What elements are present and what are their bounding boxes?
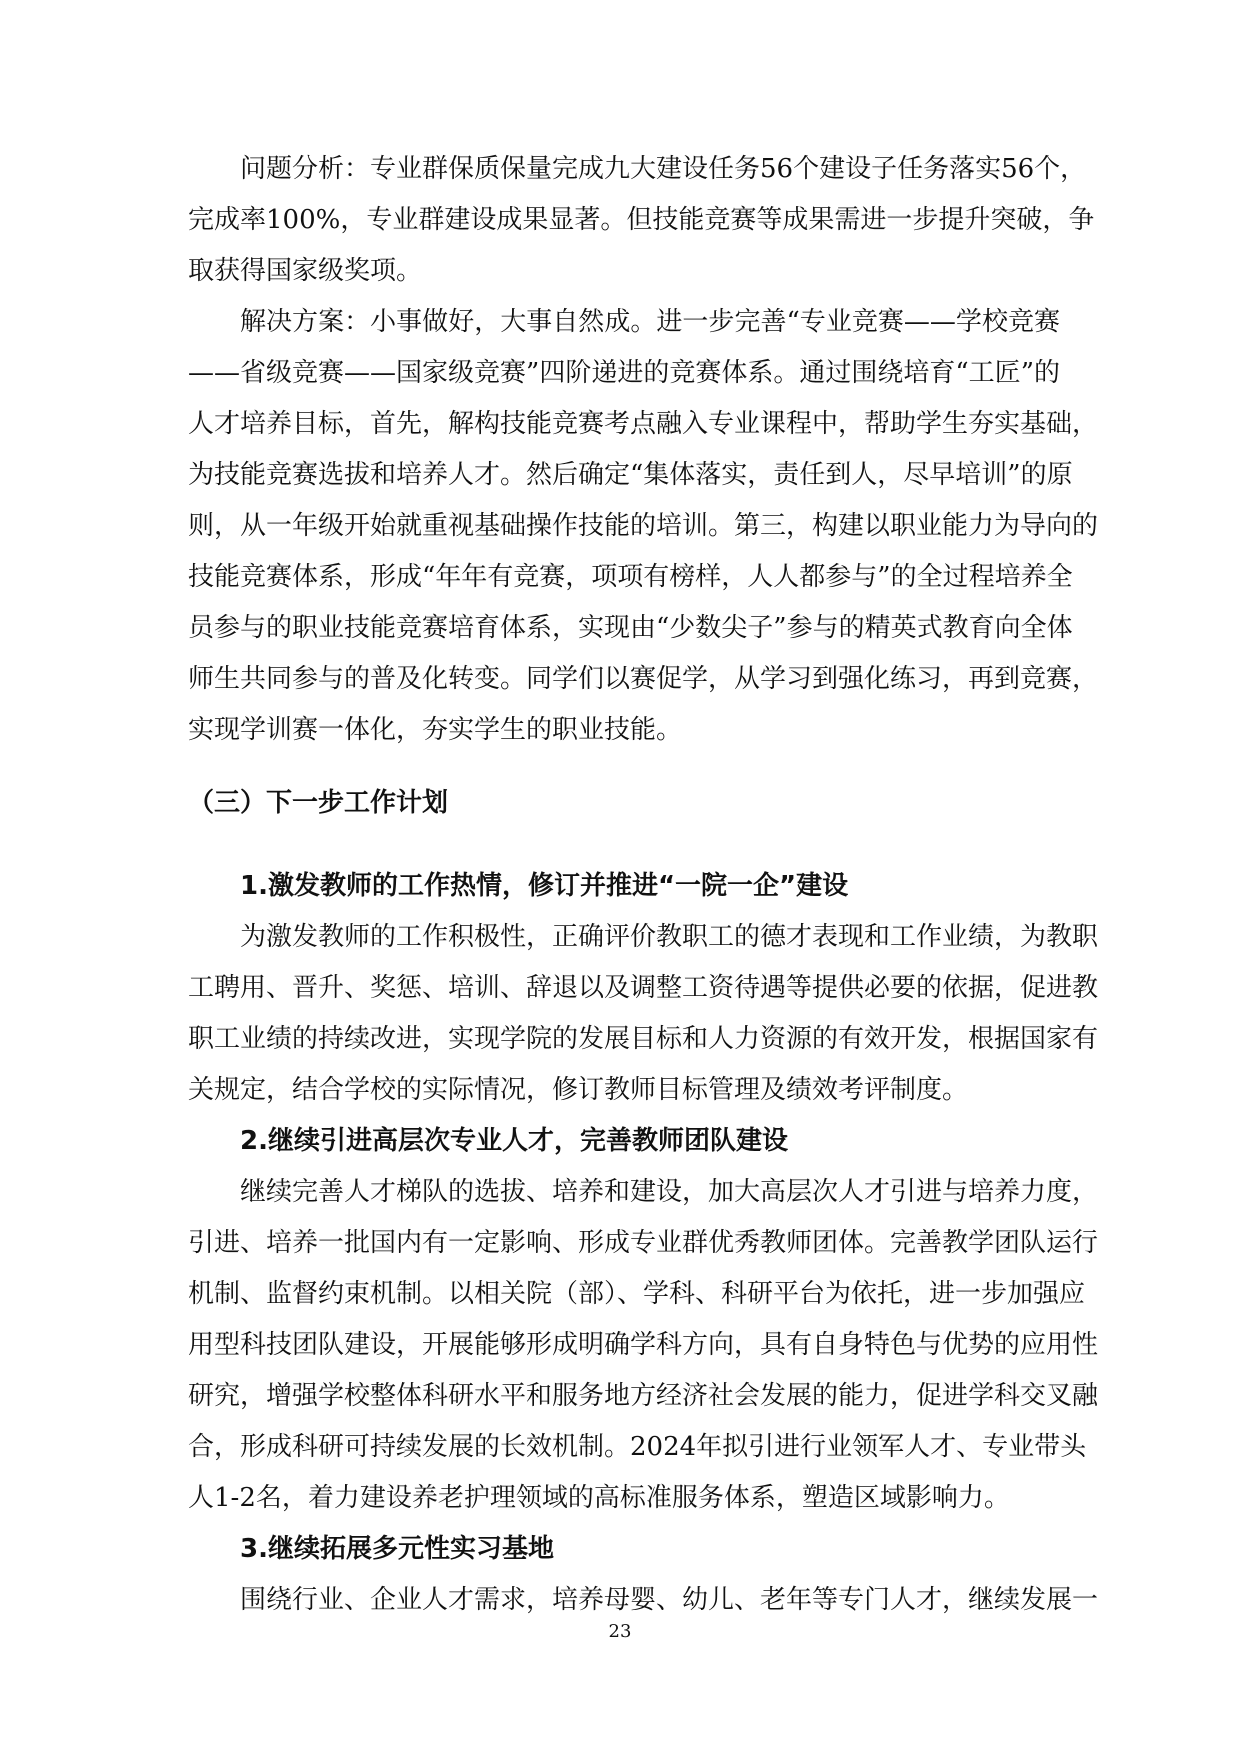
paragraph-line: 关规定，结合学校的实际情况，修订教师目标管理及绩效考评制度。 (188, 1075, 969, 1105)
subsection-heading: 2.继续引进高层次专业人才，完善教师团队建设 (240, 1126, 788, 1156)
paragraph-line: 机制、监督约束机制。以相关院（部）、学科、科研平台为依托，进一步加强应 (188, 1279, 1086, 1309)
paragraph-line: 员参与的职业技能竞赛培育体系，实现由“少数尖子”参与的精英式教育向全体 (188, 613, 1073, 643)
paragraph-line: 完成率100%，专业群建设成果显著。但技能竞赛等成果需进一步提升突破，争 (188, 205, 1095, 235)
paragraph-line: 职工业绩的持续改进，实现学院的发展目标和人力资源的有效开发，根据国家有 (188, 1024, 1099, 1054)
paragraph-line: 问题分析：专业群保质保量完成九大建设任务56个建设子任务落实56个， (240, 154, 1087, 184)
paragraph-line: 取获得国家级奖项。 (188, 256, 423, 286)
section-heading: （三）下一步工作计划 (188, 788, 449, 818)
paragraph-line: 继续完善人才梯队的选拔、培养和建设，加大高层次人才引进与培养力度， (240, 1177, 1099, 1207)
paragraph-line: 合，形成科研可持续发展的长效机制。2024年拟引进行业领军人才、专业带头 (188, 1432, 1087, 1462)
paragraph-line: 用型科技团队建设，开展能够形成明确学科方向，具有自身特色与优势的应用性 (188, 1330, 1099, 1360)
paragraph-line: 围绕行业、企业人才需求，培养母婴、幼儿、老年等专门人才，继续发展一 (240, 1585, 1099, 1615)
paragraph-line: ——省级竞赛——国家级竞赛”四阶递进的竞赛体系。通过围绕培育“工匠”的 (188, 358, 1060, 388)
paragraph-line: 研究，增强学校整体科研水平和服务地方经济社会发展的能力，促进学科交叉融 (188, 1381, 1099, 1411)
paragraph-line: 实现学训赛一体化，夯实学生的职业技能。 (188, 715, 683, 745)
paragraph-line: 人1-2名，着力建设养老护理领域的高标准服务体系，塑造区域影响力。 (188, 1483, 1010, 1513)
paragraph-line: 则，从一年级开始就重视基础操作技能的培训。第三，构建以职业能力为导向的 (188, 511, 1099, 541)
subsection-heading: 3.继续拓展多元性实习基地 (240, 1534, 554, 1564)
paragraph-line: 为激发教师的工作积极性，正确评价教职工的德才表现和工作业绩，为教职 (240, 922, 1099, 952)
subsection-heading: 1.激发教师的工作热情，修订并推进“一院一企”建设 (240, 871, 849, 901)
page-number: 23 (608, 1621, 632, 1642)
paragraph-line: 工聘用、晋升、奖惩、培训、辞退以及调整工资待遇等提供必要的依据，促进教 (188, 973, 1099, 1003)
paragraph-line: 解决方案：小事做好，大事自然成。进一步完善“专业竞赛——学校竞赛 (240, 307, 1060, 337)
paragraph-line: 人才培养目标，首先，解构技能竞赛考点融入专业课程中，帮助学生夯实基础， (188, 409, 1099, 439)
paragraph-line: 技能竞赛体系，形成“年年有竞赛，项项有榜样，人人都参与”的全过程培养全 (188, 562, 1073, 592)
paragraph-line: 引进、培养一批国内有一定影响、形成专业群优秀教师团体。完善教学团队运行 (188, 1228, 1099, 1258)
paragraph-line: 为技能竞赛选拔和培养人才。然后确定“集体落实，责任到人，尽早培训”的原 (188, 460, 1073, 490)
paragraph-line: 师生共同参与的普及化转变。同学们以赛促学，从学习到强化练习，再到竞赛， (188, 664, 1099, 694)
